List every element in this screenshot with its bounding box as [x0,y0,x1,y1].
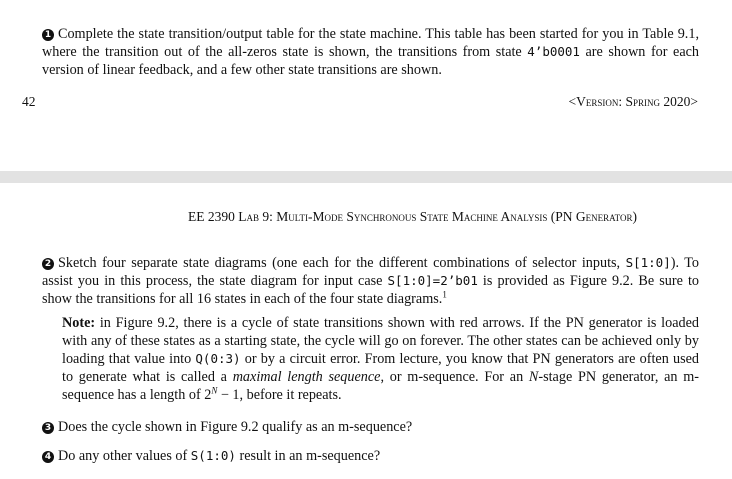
item-1-bullet: 1 [42,29,54,41]
item-4-bullet: 4 [42,451,54,463]
item-2-bullet: 2 [42,258,54,270]
note-paragraph: Note: in Figure 9.2, there is a cycle of state transitions shown with red arrows. If the PN generator is loaded with any of these states as a starting state, the cycle will go on forever. The other states can be achieved only by loading that value into Q(0:3) or by a circuit error. From lecture, you know that PN generators are often used to generate what is called a maximal length sequence, or m-sequence. For an N-stage PN generator, an m-sequence has a length of $2^N - 1$, before it repeats. [62,315,699,403]
item-3-bullet: 3 [42,422,54,434]
page-divider [0,171,732,183]
footnote-mark: 1 [442,289,447,300]
page-number: 42 [22,94,36,109]
version-label: <Version: Spring 2020> [568,94,698,109]
item-4-paragraph: 4 Do any other values of S(1:0) result in an m-sequence? [42,447,699,465]
item-3-paragraph: 3 Does the cycle shown in Figure 9.2 qualify as an m-sequence? [42,418,699,436]
item-2-paragraph: 2 Sketch four separate state diagrams (one each for the different combinations of selector inputs, S[1:0]). To assist you in this process, the state diagram for input case S[1:0]=2’b01 is provided as Figure 9.2. Be sure to show the transitions for all 16 states in each of the four state diagrams.$^1$ [42,255,699,307]
running-title: EE 2390 Lab 9: Multi-Mode Synchronous State Machine Analysis (PN Generator) [188,209,637,224]
note-label: Note: [62,315,96,331]
item-1-paragraph: 1 Complete the state transition/output table for the state machine. This table has been started for you in Table 9.1, where the transition out of the all-zeros state is shown, the transitions from state 4’b0001 are shown for each version of linear feedback, and a few other state transitions are shown. [42,26,700,78]
